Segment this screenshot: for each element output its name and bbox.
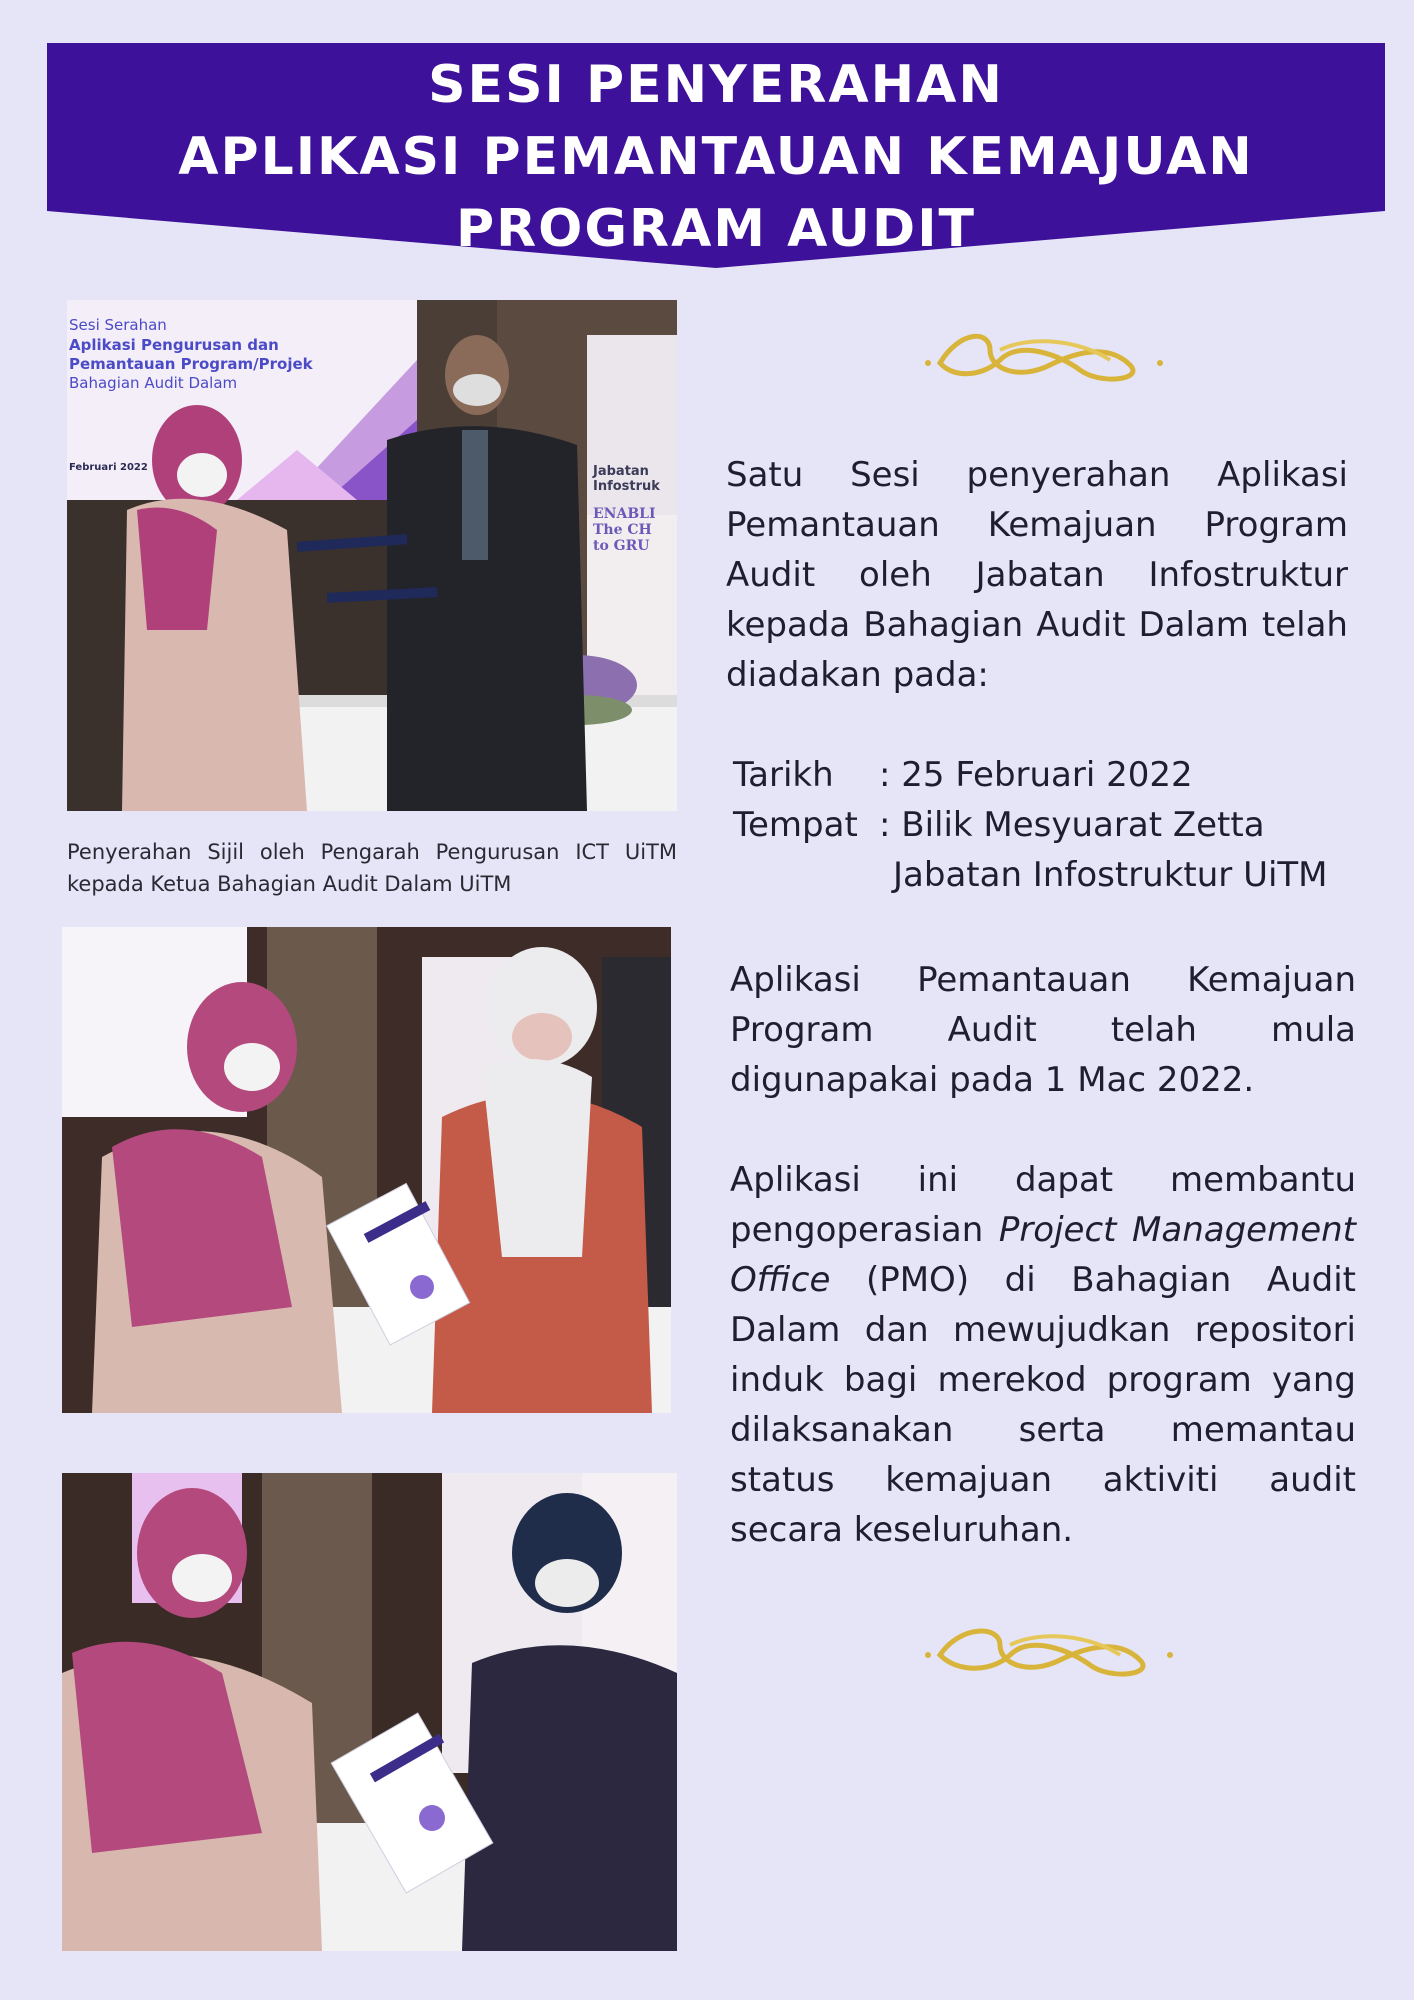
banner-text-5: to GRU	[593, 538, 650, 554]
benefit-text-1: Aplikasi ini dapat membantu pengoperasian	[730, 1160, 1356, 1250]
title-line-2: APLIKASI PEMANTAUAN KEMAJUAN	[178, 127, 1254, 187]
date-value: : 25 Februari 2022	[879, 755, 1193, 795]
header-banner	[47, 43, 1385, 268]
place-label: Tempat	[733, 805, 858, 845]
banner-text-4: The CH	[593, 522, 652, 538]
screen-text-2: Aplikasi Pengurusan dan	[69, 336, 279, 354]
event-details	[733, 750, 1328, 900]
photo-certificate-handover-1	[62, 927, 671, 1413]
photo-certificate-handover-2	[62, 1473, 677, 1951]
title-line-1: SESI PENYERAHAN	[428, 55, 1004, 115]
intro-paragraph: Satu Sesi penyerahan Aplikasi Pemantauan Kemajuan Program Audit oleh Jabatan Infostruktur kepada Bahagian Audit Dalam telah diadakan pada:	[726, 455, 1348, 695]
place-value: : Bilik Mesyuarat Zetta	[879, 805, 1265, 845]
photo-handover-folder	[67, 300, 677, 811]
banner-text-2: Infostruk	[593, 479, 660, 494]
benefit-text-italic: Project Management Office	[730, 1210, 1356, 1300]
gold-divider-ornament-bottom	[740, 1625, 1360, 1690]
gold-divider-ornament-top	[760, 325, 1340, 390]
benefit-text-2: (PMO) di Bahagian Audit Dalam dan mewujudkan repositori induk bagi merekod program yang dilaksanakan serta memantau status kemajuan aktiviti audit secara keseluruhan.	[730, 1260, 1356, 1550]
date-row	[733, 750, 1328, 800]
title-line-3: PROGRAM AUDIT	[455, 199, 977, 259]
screen-text-5: Februari 2022	[69, 462, 148, 473]
screen-text-1: Sesi Serahan	[69, 316, 167, 334]
place-row	[733, 800, 1328, 850]
banner-text-3: ENABLI	[593, 506, 656, 522]
place-value-line-2: Jabatan Infostruktur UiTM	[893, 855, 1328, 895]
banner-text-1: Jabatan	[593, 464, 649, 479]
screen-text-3: Pemantauan Program/Projek	[69, 355, 313, 373]
photo-caption: Penyerahan Sijil oleh Pengarah Pengurusan ICT UiTM kepada Ketua Bahagian Audit Dalam UiTM	[67, 840, 677, 896]
usage-paragraph: Aplikasi Pemantauan Kemajuan Program Audit telah mula digunapakai pada 1 Mac 2022.	[730, 960, 1356, 1100]
benefit-paragraph	[730, 1155, 1356, 1555]
page-title	[47, 49, 1385, 265]
screen-text-4: Bahagian Audit Dalam	[69, 374, 238, 392]
date-label: Tarikh	[733, 755, 834, 795]
